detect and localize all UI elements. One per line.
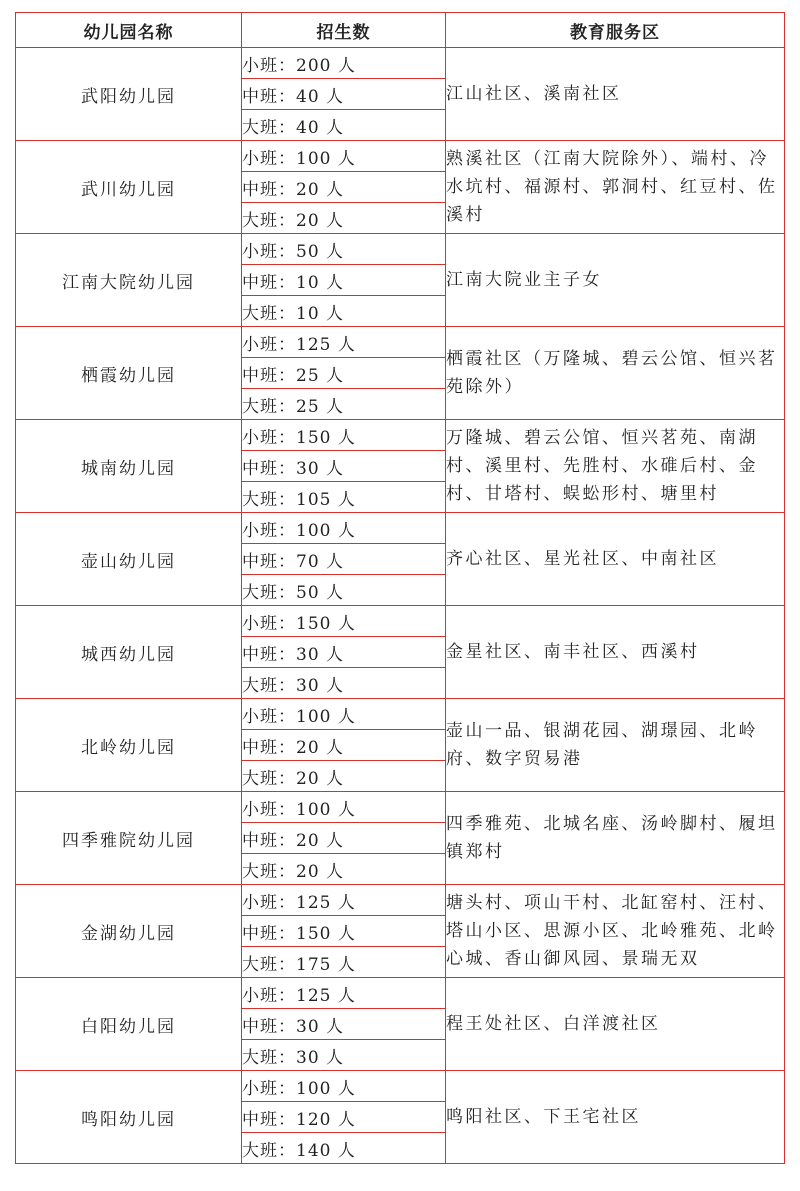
table-row — [16, 978, 785, 1009]
small-class-count: 小班：150 人 — [242, 420, 446, 451]
middle-class-count: 中班：40 人 — [242, 79, 446, 110]
small-class-count: 小班：50 人 — [242, 234, 446, 265]
large-class-count: 大班：20 人 — [242, 203, 446, 234]
table-row — [16, 48, 785, 79]
table-row — [16, 885, 785, 916]
middle-class-count: 中班：20 人 — [242, 730, 446, 761]
large-class-count: 大班：50 人 — [242, 575, 446, 606]
service-area: 齐心社区、星光社区、中南社区 — [446, 513, 785, 606]
small-class-count: 小班：100 人 — [242, 699, 446, 730]
small-class-count: 小班：125 人 — [242, 885, 446, 916]
large-class-count: 大班：10 人 — [242, 296, 446, 327]
table-row — [16, 141, 785, 172]
kindergarten-name: 白阳幼儿园 — [16, 978, 242, 1071]
small-class-count: 小班：100 人 — [242, 141, 446, 172]
large-class-count: 大班：20 人 — [242, 761, 446, 792]
large-class-count: 大班：140 人 — [242, 1133, 446, 1164]
kindergarten-name: 栖霞幼儿园 — [16, 327, 242, 420]
service-area: 江南大院业主子女 — [446, 234, 785, 327]
middle-class-count: 中班：30 人 — [242, 451, 446, 482]
service-area: 万隆城、碧云公馆、恒兴茗苑、南湖村、溪里村、先胜村、水碓后村、金村、甘塔村、蜈蚣形村、塘里村 — [446, 420, 785, 513]
service-area: 江山社区、溪南社区 — [446, 48, 785, 141]
table-row — [16, 699, 785, 730]
service-area: 熟溪社区（江南大院除外）、端村、冷水坑村、福源村、郭洞村、红豆村、佐溪村 — [446, 141, 785, 234]
middle-class-count: 中班：10 人 — [242, 265, 446, 296]
header-kindergarten-name: 幼儿园名称 — [16, 13, 242, 48]
small-class-count: 小班：125 人 — [242, 327, 446, 358]
kindergarten-name: 北岭幼儿园 — [16, 699, 242, 792]
large-class-count: 大班：20 人 — [242, 854, 446, 885]
middle-class-count: 中班：20 人 — [242, 823, 446, 854]
service-area: 栖霞社区（万隆城、碧云公馆、恒兴茗苑除外） — [446, 327, 785, 420]
table-row — [16, 327, 785, 358]
small-class-count: 小班：125 人 — [242, 978, 446, 1009]
large-class-count: 大班：25 人 — [242, 389, 446, 420]
service-area: 金星社区、南丰社区、西溪村 — [446, 606, 785, 699]
table-row — [16, 1071, 785, 1102]
small-class-count: 小班：100 人 — [242, 792, 446, 823]
large-class-count: 大班：175 人 — [242, 947, 446, 978]
service-area: 壶山一品、银湖花园、湖璟园、北岭府、数字贸易港 — [446, 699, 785, 792]
middle-class-count: 中班：30 人 — [242, 1009, 446, 1040]
small-class-count: 小班：100 人 — [242, 1071, 446, 1102]
large-class-count: 大班：105 人 — [242, 482, 446, 513]
service-area: 鸣阳社区、下王宅社区 — [446, 1071, 785, 1164]
middle-class-count: 中班：150 人 — [242, 916, 446, 947]
kindergarten-name: 城南幼儿园 — [16, 420, 242, 513]
middle-class-count: 中班：30 人 — [242, 637, 446, 668]
header-service-area: 教育服务区 — [446, 13, 785, 48]
enrollment-table — [15, 12, 785, 1164]
table-row — [16, 792, 785, 823]
enrollment-table-container — [15, 12, 785, 1164]
table-row — [16, 234, 785, 265]
middle-class-count: 中班：25 人 — [242, 358, 446, 389]
kindergarten-name: 武川幼儿园 — [16, 141, 242, 234]
service-area: 四季雅苑、北城名座、汤岭脚村、履坦镇郑村 — [446, 792, 785, 885]
small-class-count: 小班：200 人 — [242, 48, 446, 79]
kindergarten-name: 江南大院幼儿园 — [16, 234, 242, 327]
small-class-count: 小班：100 人 — [242, 513, 446, 544]
kindergarten-name: 壶山幼儿园 — [16, 513, 242, 606]
large-class-count: 大班：30 人 — [242, 668, 446, 699]
kindergarten-name: 鸣阳幼儿园 — [16, 1071, 242, 1164]
kindergarten-name: 武阳幼儿园 — [16, 48, 242, 141]
header-row — [16, 13, 785, 48]
service-area: 程王处社区、白洋渡社区 — [446, 978, 785, 1071]
middle-class-count: 中班：70 人 — [242, 544, 446, 575]
table-body — [16, 48, 785, 1164]
table-row — [16, 513, 785, 544]
kindergarten-name: 城西幼儿园 — [16, 606, 242, 699]
middle-class-count: 中班：20 人 — [242, 172, 446, 203]
service-area: 塘头村、项山干村、北缸窑村、汪村、塔山小区、思源小区、北岭雅苑、北岭心城、香山御风园、景瑞无双 — [446, 885, 785, 978]
small-class-count: 小班：150 人 — [242, 606, 446, 637]
large-class-count: 大班：40 人 — [242, 110, 446, 141]
middle-class-count: 中班：120 人 — [242, 1102, 446, 1133]
header-enrollment-count: 招生数 — [242, 13, 446, 48]
large-class-count: 大班：30 人 — [242, 1040, 446, 1071]
kindergarten-name: 四季雅院幼儿园 — [16, 792, 242, 885]
kindergarten-name: 金湖幼儿园 — [16, 885, 242, 978]
table-row — [16, 420, 785, 451]
table-row — [16, 606, 785, 637]
